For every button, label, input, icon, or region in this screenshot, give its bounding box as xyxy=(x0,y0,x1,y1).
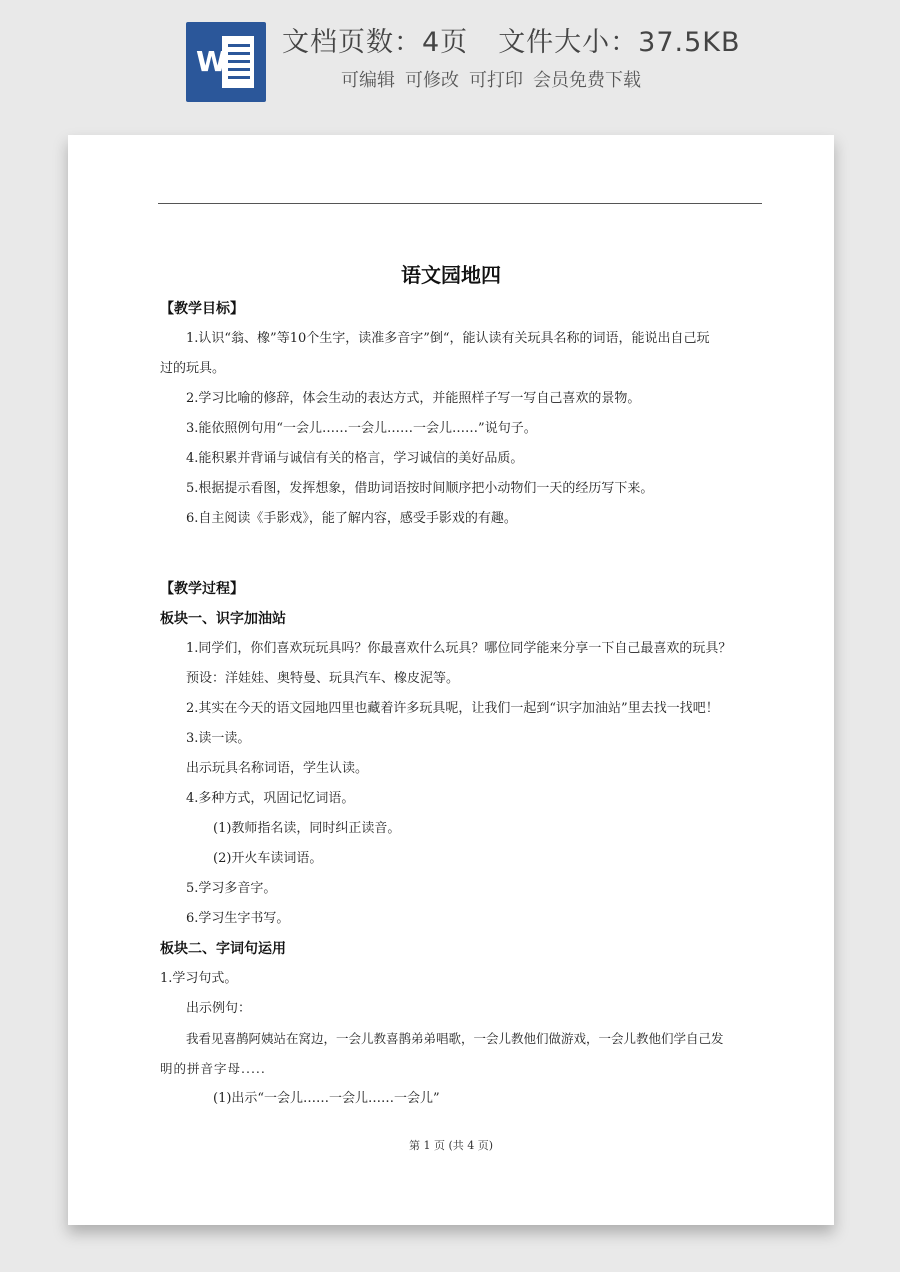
feature-editable: 可编辑 xyxy=(341,70,395,91)
block1-line: (1)教师指名读，同时纠正读音。 xyxy=(213,821,401,836)
block2-line: 1.学习句式。 xyxy=(160,971,238,986)
header-rule xyxy=(158,203,762,204)
goal-line: 1.认识“翁、橡”等10个生字，读准多音字”倒“，能认读有关玩具名称的词语，能说出自己玩 xyxy=(186,331,710,346)
word-document-icon xyxy=(186,22,266,102)
page-count: 文档页数：4页 xyxy=(282,27,469,58)
block2-line: (1)出示“一会儿……一会儿……一会儿” xyxy=(213,1091,440,1106)
block2-heading: 板块二、字词句运用 xyxy=(160,941,286,957)
example-sentence: 我看见喜鹊阿姨站在窝边，一会儿教喜鹊弟弟唱歌，一会儿教他们做游戏，一会儿教他们学自己发 xyxy=(186,1031,724,1046)
block1-line: 出示玩具名称词语，学生认读。 xyxy=(186,761,369,776)
block1-line: 3.读一读。 xyxy=(186,731,251,746)
example-sentence: 明的拼音字母..... xyxy=(160,1061,266,1076)
block1-line: 1.同学们，你们喜欢玩玩具吗？你最喜欢什么玩具？哪位同学能来分享一下自己最喜欢的玩具？ xyxy=(186,641,732,656)
block1-heading: 板块一、识字加油站 xyxy=(160,611,286,627)
process-heading: 【教学过程】 xyxy=(160,581,244,597)
block1-line: 5.学习多音字。 xyxy=(186,881,277,896)
document-title: 语文园地四 xyxy=(401,263,501,287)
block1-line: 4.多种方式，巩固记忆词语。 xyxy=(186,791,355,806)
block1-line: (2)开火车读词语。 xyxy=(213,851,323,866)
file-size: 文件大小：37.5KB xyxy=(498,27,741,58)
block2-line: 出示例句： xyxy=(186,1001,252,1016)
feature-free-download: 会员免费下载 xyxy=(533,70,641,91)
goal-line: 6.自主阅读《手影戏》，能了解内容，感受手影戏的有趣。 xyxy=(186,511,517,526)
goal-line: 过的玩具。 xyxy=(160,361,226,376)
goals-heading: 【教学目标】 xyxy=(160,301,244,317)
goal-line: 4.能积累并背诵与诚信有关的格言，学习诚信的美好品质。 xyxy=(186,451,524,466)
download-banner xyxy=(0,0,900,120)
word-letter-icon: W xyxy=(196,45,227,78)
feature-modifiable: 可修改 xyxy=(405,70,459,91)
goal-line: 2.学习比喻的修辞，体会生动的表达方式，并能照样子写一写自己喜欢的景物。 xyxy=(186,391,641,406)
file-info xyxy=(282,20,741,59)
block1-line: 预设：洋娃娃、奥特曼、玩具汽车、橡皮泥等。 xyxy=(186,671,460,686)
feature-printable: 可打印 xyxy=(469,70,523,91)
goal-line: 3.能依照例句用“一会儿……一会儿……一会儿……”说句子。 xyxy=(186,421,537,436)
goal-line: 5.根据提示看图，发挥想象，借助词语按时间顺序把小动物们一天的经历写下来。 xyxy=(186,481,654,496)
document-page xyxy=(68,135,834,1225)
feature-list xyxy=(341,66,641,92)
block1-line: 2.其实在今天的语文园地四里也藏着许多玩具呢，让我们一起到“识字加油站”里去找一找吧！ xyxy=(186,701,719,716)
block1-line: 6.学习生字书写。 xyxy=(186,911,290,926)
page-footer: 第 1 页 (共 4 页) xyxy=(408,1139,494,1152)
